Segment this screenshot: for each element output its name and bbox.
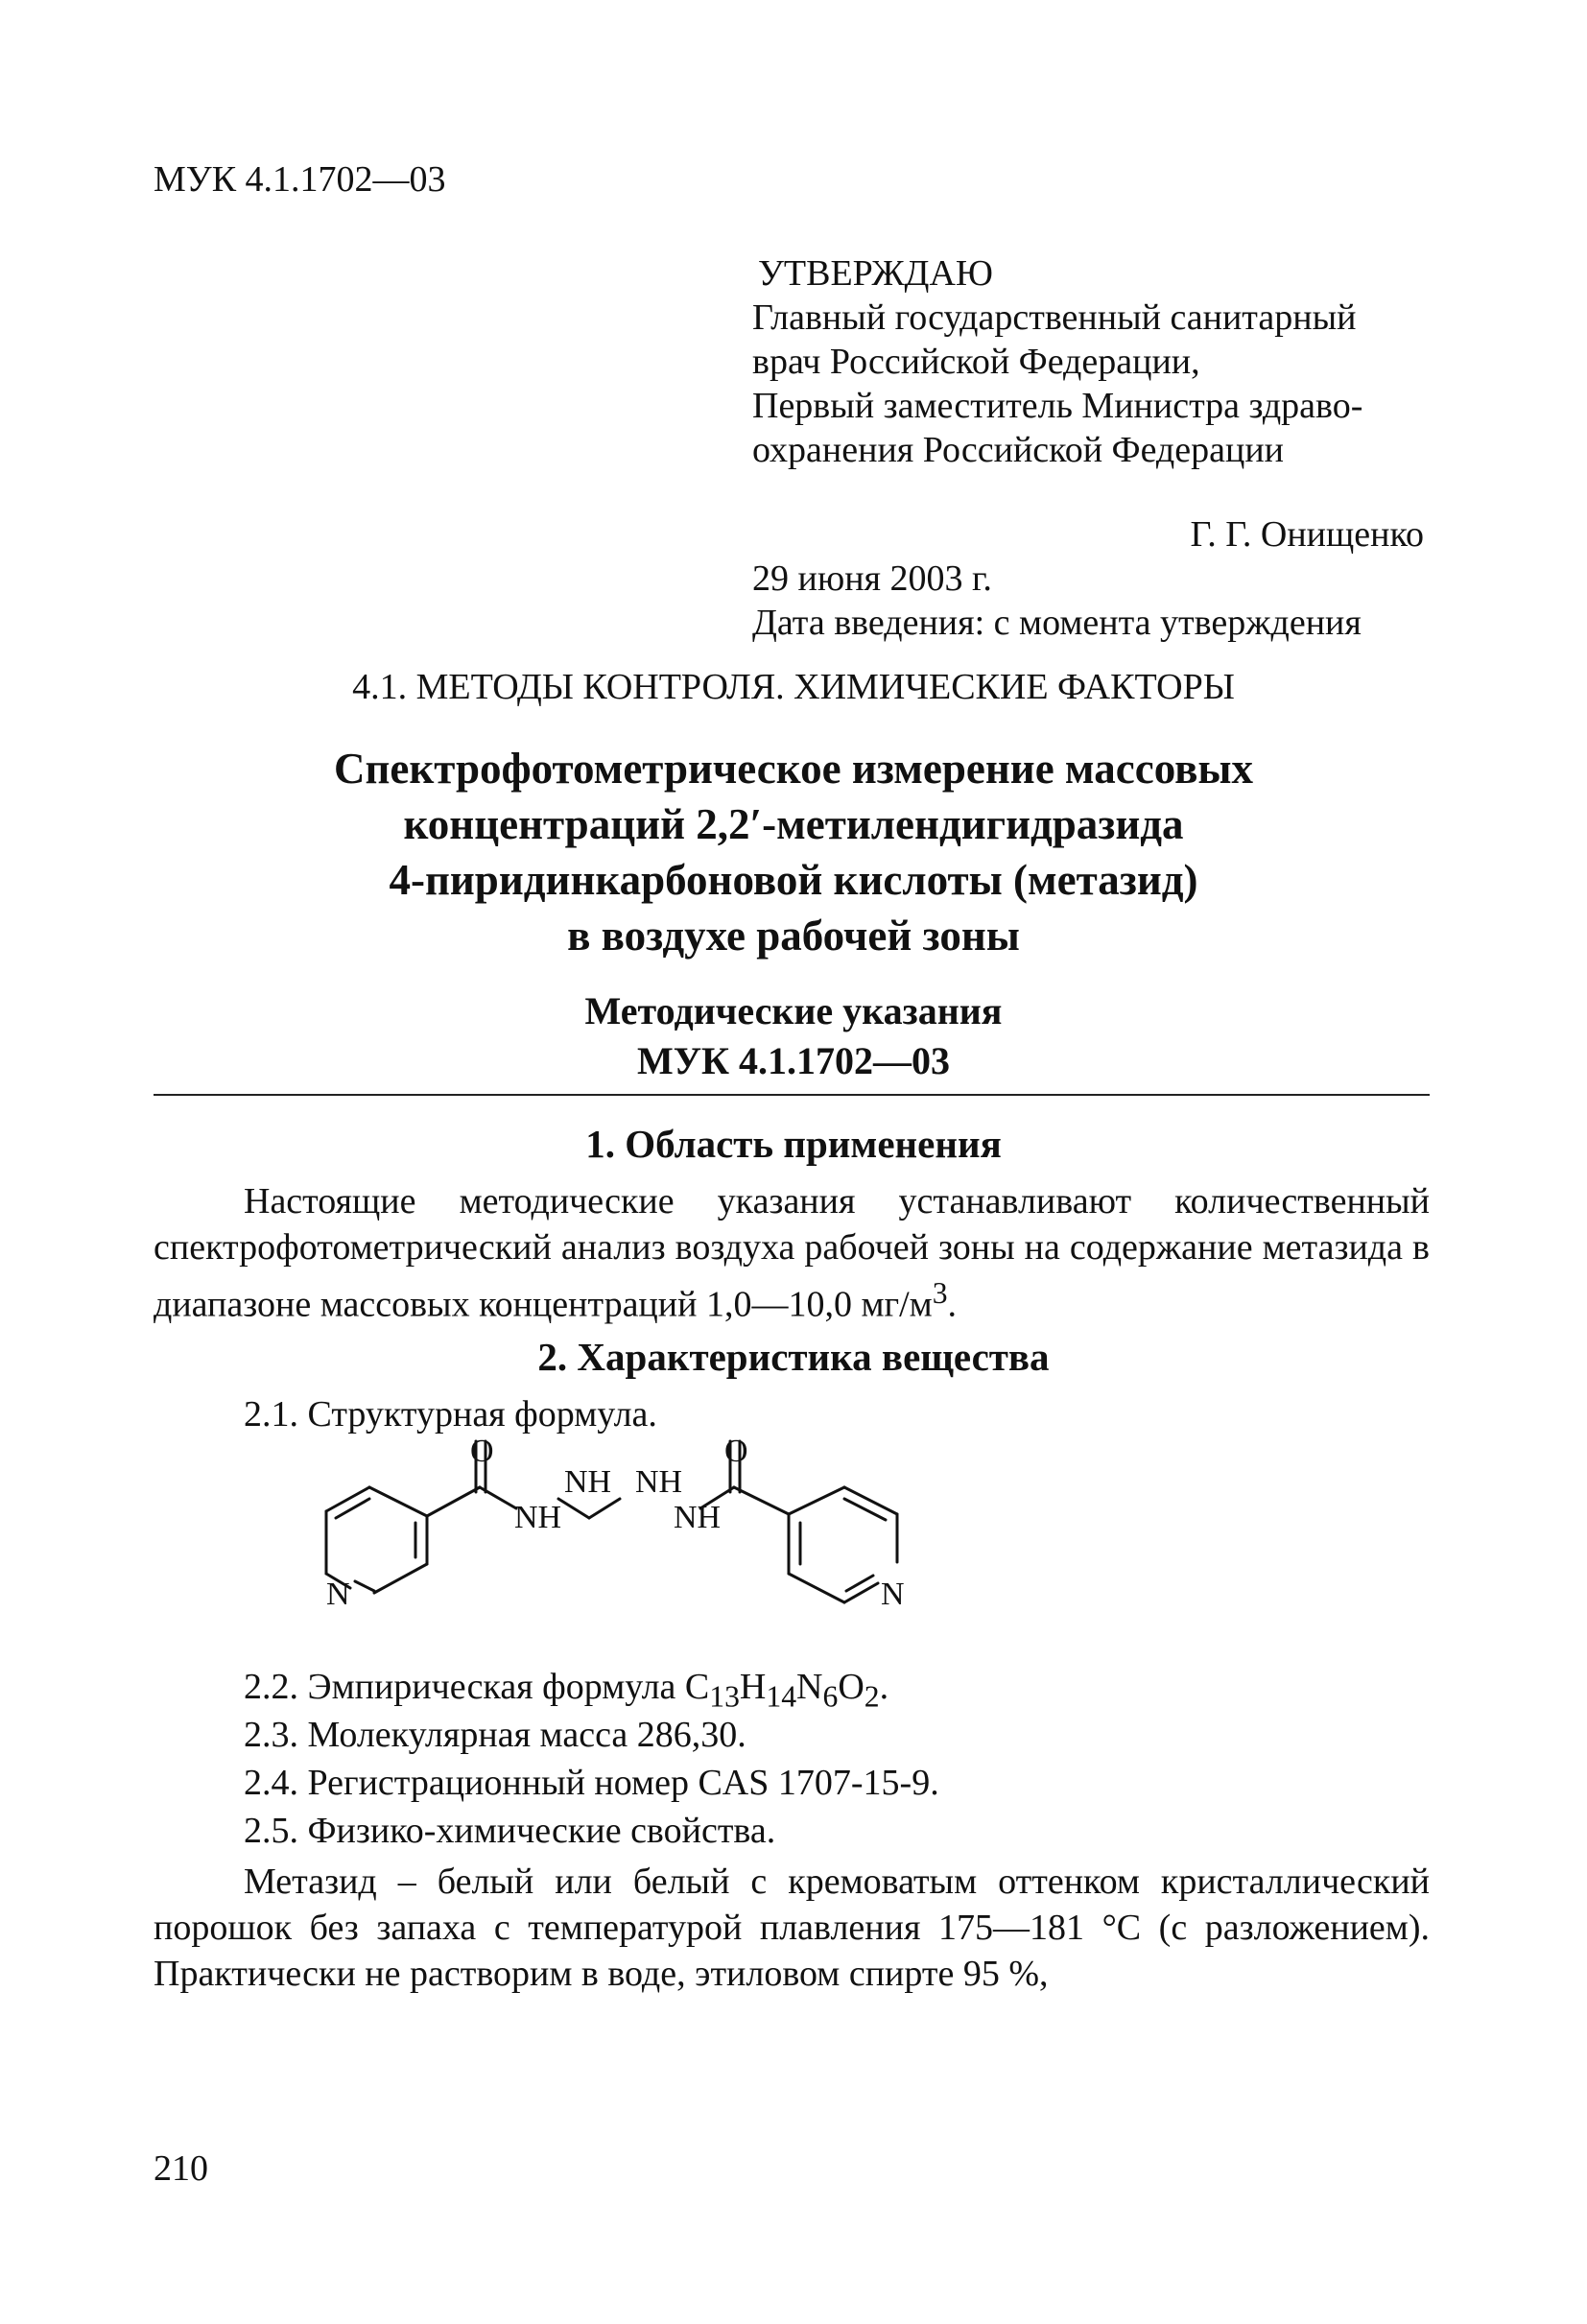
title-line: 4-пиридинкарбоновой кислоты (метазид) [389,856,1198,904]
section-1-paragraph [154,1178,1430,1328]
document-code-header: МУК 4.1.1702—03 [154,159,446,200]
approval-signer: Г. Г. Онищенко [1190,514,1424,555]
element-h: H [739,1667,767,1707]
bond [427,1487,480,1516]
subscript: 14 [766,1679,797,1714]
horizontal-rule [154,1094,1430,1096]
empirical-formula-prefix: 2.2. Эмпирическая формула C [244,1667,710,1707]
bond [844,1487,897,1514]
superscript-3: 3 [932,1276,948,1310]
nh-label: NH [674,1500,722,1535]
bond [789,1487,844,1514]
element-n: N [796,1667,823,1707]
oxygen-label-left: O [470,1439,494,1470]
section-1-text: Настоящие методические указания устанавливают количественный спектрофотометрический анализ воздуха рабочей зоны на содержание метазида в диапазоне массовых концентраций 1,0—10,0 мг/м [154,1181,1430,1325]
nh-label: NH [514,1500,562,1535]
bond [589,1499,620,1518]
approval-line: охранения Российской Федерации [752,430,1285,470]
approval-title: УТВЕРЖДАЮ [758,253,993,294]
page-number: 210 [154,2148,208,2189]
nitrogen-label-left: N [326,1577,350,1612]
subtitle-line: МУК 4.1.1702—03 [636,1039,951,1082]
bond [355,1581,374,1591]
title-line: в воздухе рабочей зоны [567,912,1020,960]
section-1-heading: 1. Область применения [585,1122,1002,1166]
structural-formula [297,1439,1065,1679]
bond [480,1487,516,1508]
subscript: 6 [822,1679,839,1714]
title-line: Спектрофотометрическое измерение массовых [333,745,1254,793]
bond [789,1574,844,1602]
element-o: O [838,1667,865,1707]
approval-line: врач Российской Федерации, [752,342,1200,382]
item-2-3: 2.3. Молекулярная масса 286,30. [244,1715,746,1755]
section-2-heading: 2. Характеристика вещества [537,1335,1050,1379]
title-line: концентраций 2,2′-метилендигидразида [403,800,1184,848]
approval-block [752,251,1424,645]
approval-line: Первый заместитель Министра здраво- [752,386,1363,426]
bond [734,1487,789,1514]
bond [369,1487,427,1516]
nitrogen-label-right: N [881,1577,905,1612]
approval-line: Главный государственный санитарный [752,297,1357,338]
bond [558,1499,589,1518]
effective-date: Дата введения: с момента утверждения [752,603,1362,643]
nh-label: NH [635,1464,683,1500]
document-subtitle [0,986,1587,1086]
bond [844,1583,878,1602]
oxygen-label-right: O [724,1439,748,1470]
item-2-1: 2.1. Структурная формула. [244,1394,657,1435]
approval-date: 29 июня 2003 г. [752,558,992,599]
item-2-4: 2.4. Регистрационный номер CAS 1707-15-9. [244,1763,939,1803]
properties-paragraph: Метазид – белый или белый с кремоватым оттенком кристаллический порошок без запаха с температурой плавления 175—181 °С (с разложением). Практически не растворим в воде, этиловом спирте 95 %, [154,1862,1430,1994]
bond [326,1487,369,1511]
item-2-2 [244,1666,888,1715]
document-title [0,741,1587,963]
period: . [879,1667,889,1707]
section-1-text-end: . [947,1284,958,1325]
subscript: 2 [864,1679,880,1714]
item-2-5: 2.5. Физико-химические свойства. [244,1811,776,1851]
section-header: 4.1. МЕТОДЫ КОНТРОЛЯ. ХИМИЧЕСКИЕ ФАКТОРЫ [352,667,1235,707]
subscript: 13 [709,1679,740,1714]
nh-label: NH [564,1464,612,1500]
bond [374,1564,427,1593]
subtitle-line: Методические указания [584,989,1003,1032]
bond [844,1499,886,1520]
